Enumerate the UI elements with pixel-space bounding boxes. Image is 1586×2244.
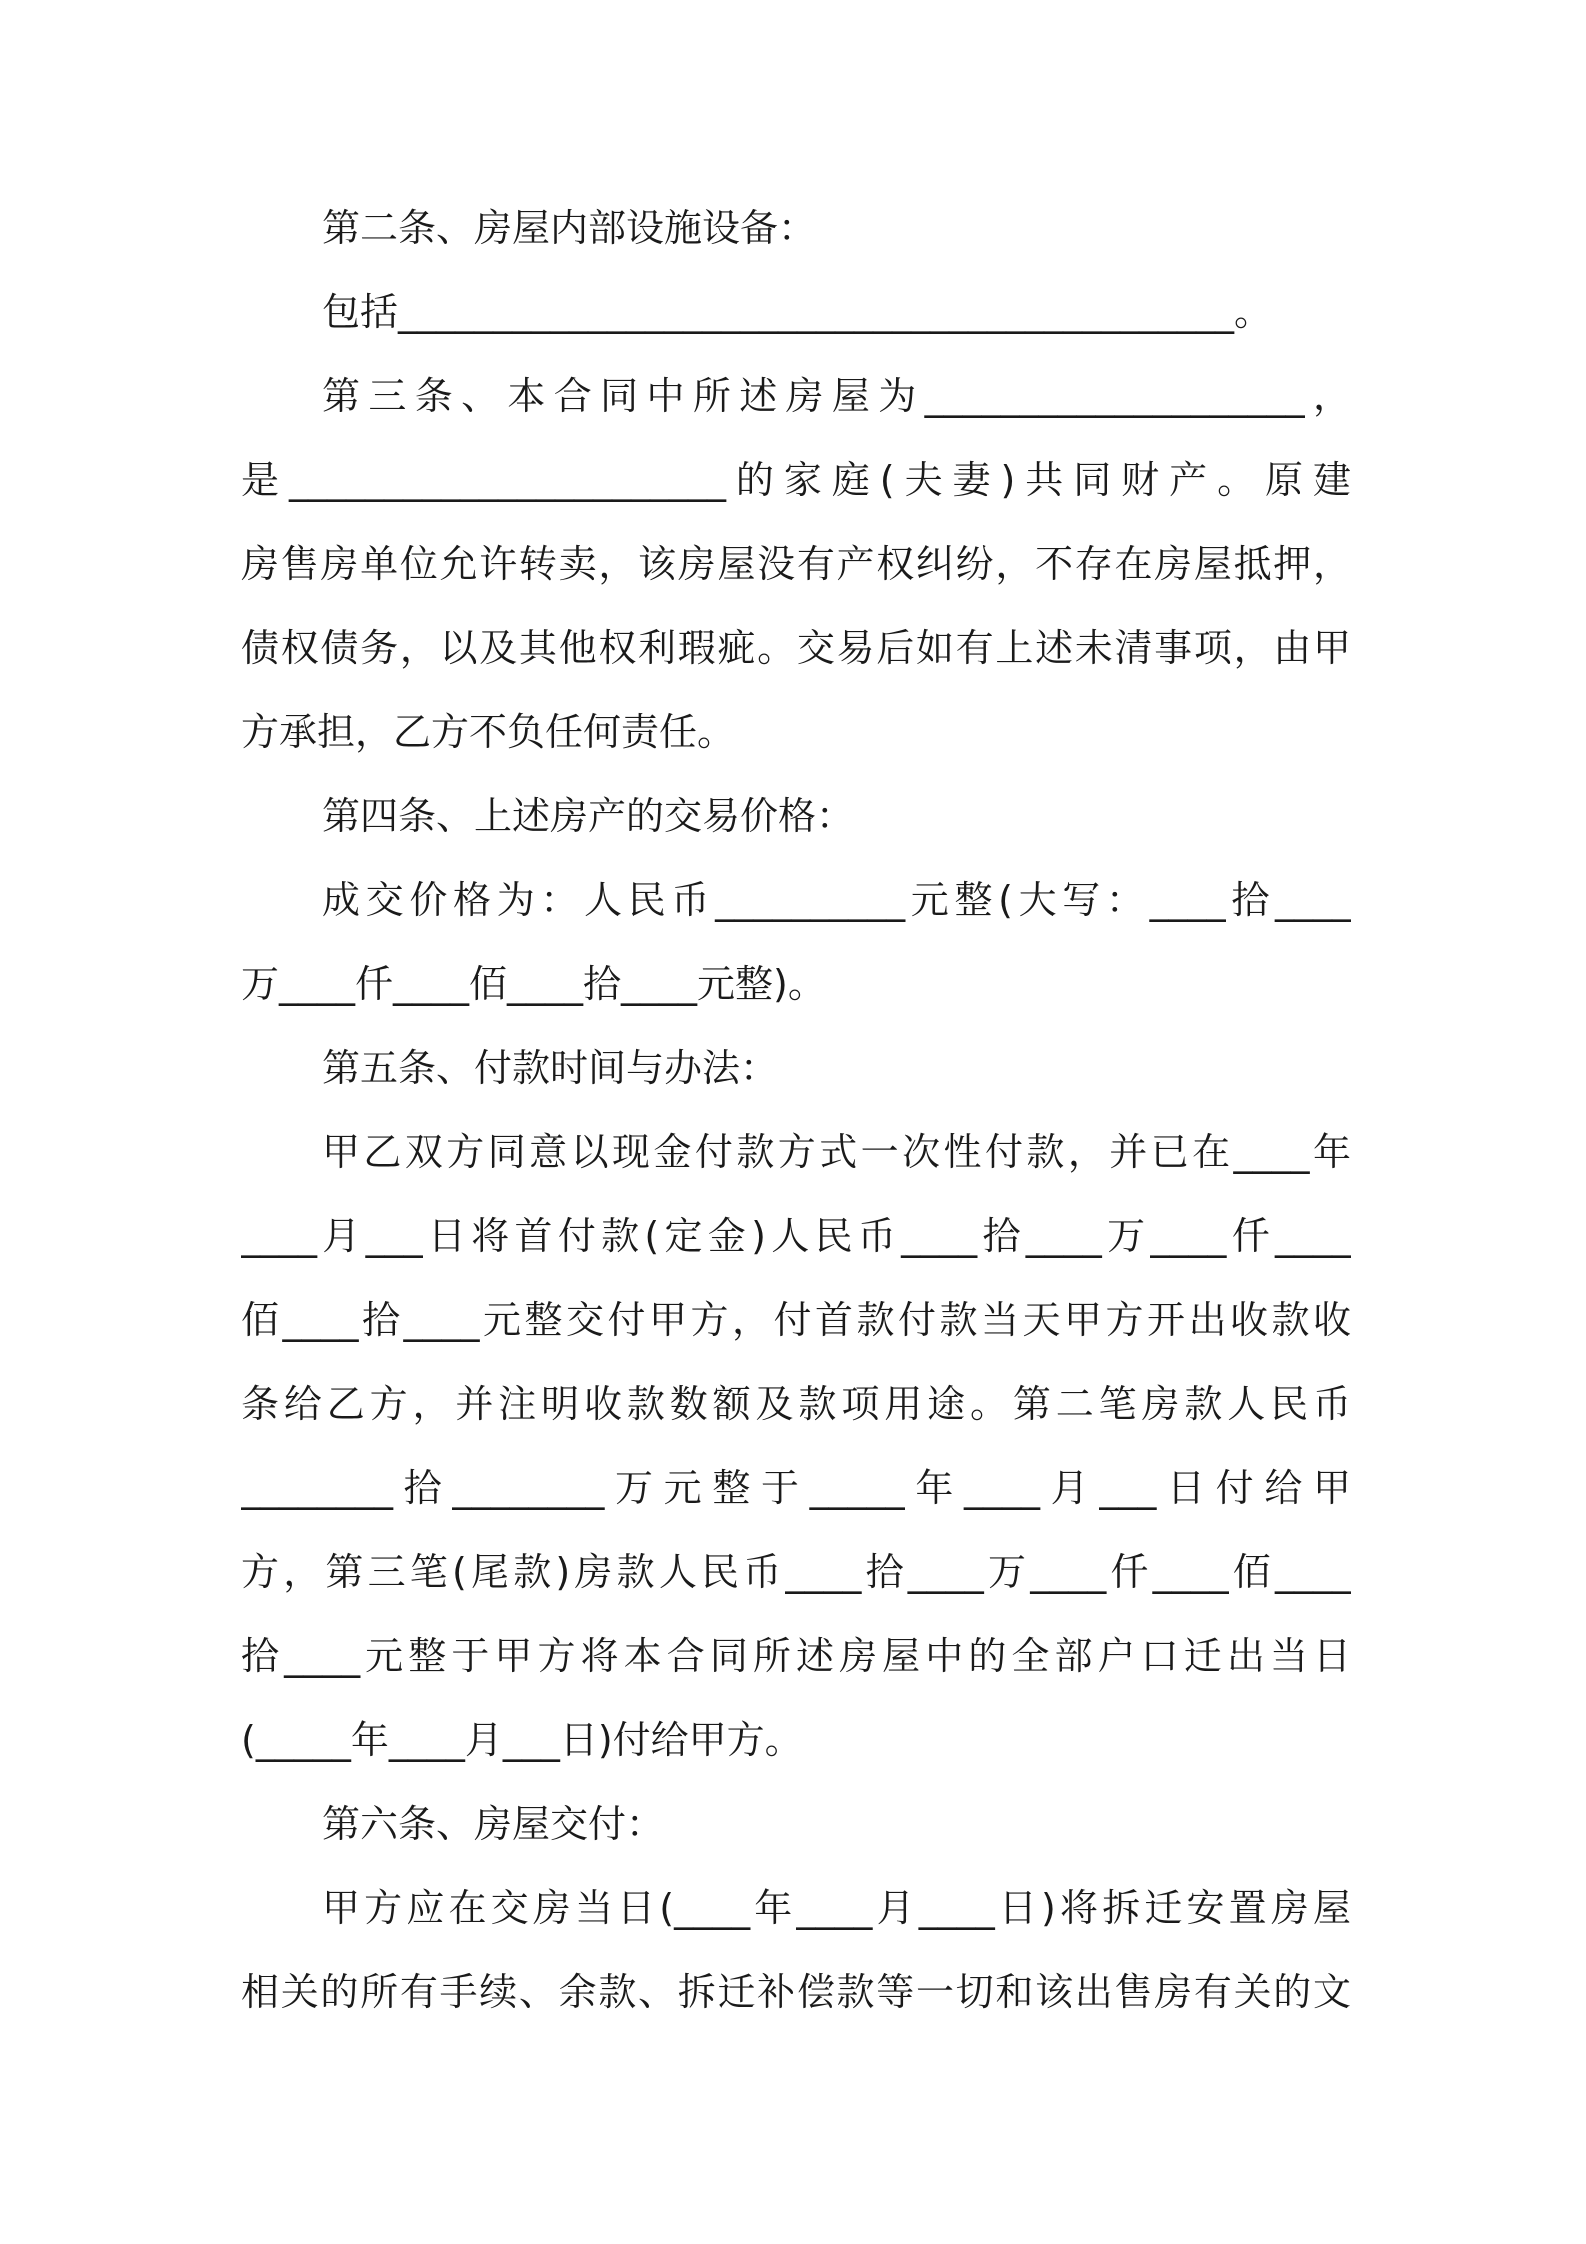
article-3-line-3: 房售房单位允许转卖，该房屋没有产权纠纷，不存在房屋抵押， bbox=[241, 542, 1351, 586]
article-4-heading: 第四条、上述房产的交易价格： bbox=[322, 794, 855, 838]
article-3-line-5: 方承担，乙方不负任何责任。 bbox=[241, 710, 736, 754]
article-4-price-line-1: 成交价格为：人民币__________元整(大写：____拾____ bbox=[322, 878, 1351, 922]
article-5-line-2: ____月___日将首付款(定金)人民币____拾____万____仟____ bbox=[241, 1214, 1351, 1258]
article-2-heading: 第二条、房屋内部设施设备： bbox=[322, 206, 817, 250]
article-5-line-6: 方，第三笔(尾款)房款人民币____拾____万____仟____佰____ bbox=[241, 1550, 1351, 1594]
article-5-line-4: 条给乙方，并注明收款数额及款项用途。第二笔房款人民币 bbox=[241, 1382, 1351, 1426]
article-2-includes: 包括____________________________________________。 bbox=[322, 290, 1273, 334]
article-5-line-3: 佰____拾____元整交付甲方，付首款付款当天甲方开出收款收 bbox=[241, 1298, 1351, 1342]
article-6-line-2: 相关的所有手续、余款、拆迁补偿款等一切和该出售房有关的文 bbox=[241, 1970, 1351, 2014]
article-6-line-1: 甲方应在交房当日(____年____月____日)将拆迁安置房屋 bbox=[322, 1886, 1351, 1930]
article-3-line-4: 债权债务，以及其他权利瑕疵。交易后如有上述未清事项，由甲 bbox=[241, 626, 1351, 670]
article-5-line-1: 甲乙双方同意以现金付款方式一次性付款，并已在____年 bbox=[322, 1130, 1351, 1174]
article-5-line-5: ________拾________万元整于_____年____月___日付给甲 bbox=[241, 1466, 1351, 1510]
article-6-heading: 第六条、房屋交付： bbox=[322, 1802, 665, 1846]
article-5-line-8: (_____年____月___日)付给甲方。 bbox=[241, 1718, 803, 1762]
article-3-line-2: 是_______________________的家庭(夫妻)共同财产。原建 bbox=[241, 458, 1351, 502]
article-5-heading: 第五条、付款时间与办法： bbox=[322, 1046, 779, 1090]
article-5-line-7: 拾____元整于甲方将本合同所述房屋中的全部户口迁出当日 bbox=[241, 1634, 1351, 1678]
article-4-price-line-2: 万____仟____佰____拾____元整)。 bbox=[241, 962, 826, 1006]
article-3-line-1: 第三条、本合同中所述房屋为____________________， bbox=[322, 374, 1351, 418]
